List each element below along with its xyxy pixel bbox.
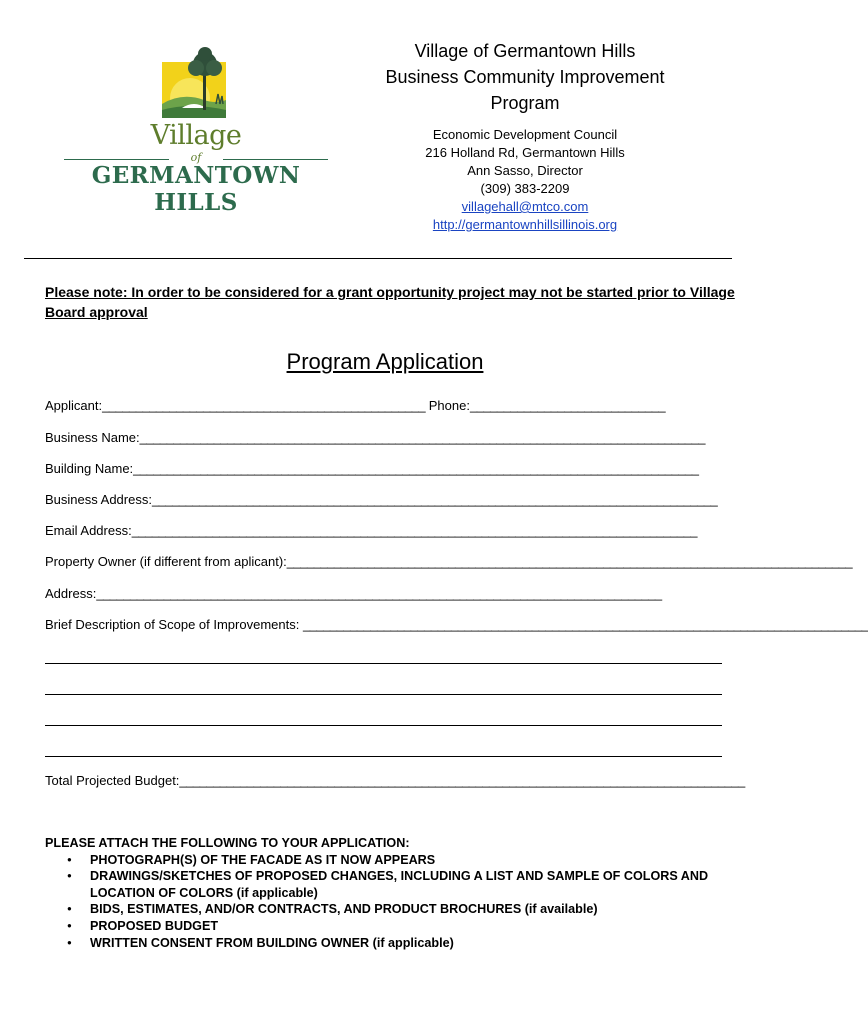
attachments-section — [45, 835, 720, 951]
list-item: ● DRAWINGS/SKETCHES OF PROPOSED CHANGES, INCLUDING A LIST AND SAMPLE OF COLORS AND LOCATION OF COLORS (if applicable) — [90, 868, 720, 901]
program-title-line-3: Program — [490, 93, 560, 113]
email-address-label: Email Address: — [45, 523, 132, 538]
business-name-field[interactable]: Business Name:____________________________________________________________________________________ — [45, 430, 705, 445]
list-item: ● WRITTEN CONSENT FROM BUILDING OWNER (if applicable) — [90, 935, 720, 952]
applicant-blank[interactable]: ________________________________________________ — [102, 398, 426, 413]
village-logo — [56, 48, 336, 216]
applicant-field[interactable] — [45, 398, 665, 414]
business-name-label: Business Name: — [45, 430, 140, 445]
budget-field[interactable]: Total Projected Budget:____________________________________________________________________________________ — [45, 773, 745, 788]
contact-organization: Economic Development Council — [432, 127, 618, 142]
contact-address: 216 Holland Rd, Germantown Hills — [425, 145, 625, 160]
scope-blank-line-3[interactable] — [45, 725, 722, 726]
property-owner-label: Property Owner (if different from aplicant): — [45, 554, 287, 569]
contact-info — [330, 126, 720, 234]
business-address-field[interactable]: Business Address:____________________________________________________________________________________ — [45, 492, 718, 507]
contact-director: Ann Sasso, Director — [467, 163, 583, 178]
list-item: ● BIDS, ESTIMATES, AND/OR CONTRACTS, AND PRODUCT BROCHURES (if available) — [90, 901, 720, 918]
program-title-line-2: Business Community Improvement — [385, 67, 665, 87]
property-owner-field[interactable]: Property Owner (if different from aplicant):____________________________________________________________________________________ — [45, 554, 853, 569]
scope-blank-line-1[interactable] — [45, 663, 722, 664]
logo-divider-right — [223, 159, 328, 160]
list-item: ● PHOTOGRAPH(S) OF THE FACADE AS IT NOW APPEARS — [90, 852, 720, 869]
logo-of-text: of — [190, 151, 202, 164]
attachments-list — [45, 852, 720, 952]
address-label: Address: — [45, 586, 97, 601]
budget-label: Total Projected Budget: — [45, 773, 180, 788]
tree-landscape-icon — [160, 48, 230, 120]
scope-field[interactable]: Brief Description of Scope of Improvements: ____________________________________________________________________________________ — [45, 617, 868, 632]
applicant-label: Applicant: — [45, 398, 103, 413]
building-name-label: Building Name: — [45, 461, 134, 476]
list-item: ● PROPOSED BUDGET — [90, 918, 720, 935]
logo-village-text: Village — [150, 120, 242, 151]
approval-note: Please note: In order to be considered for a grant opportunity project may not be started prior to Village Board approval — [45, 284, 735, 320]
contact-phone: (309) 383-2209 — [480, 181, 570, 196]
phone-blank[interactable]: _____________________________ — [469, 398, 666, 413]
business-address-label: Business Address: — [45, 492, 152, 507]
phone-label: Phone: — [428, 398, 470, 413]
program-title-line-1: Village of Germantown Hills — [414, 41, 636, 61]
website-link[interactable]: http://germantownhillsillinois.org — [432, 217, 618, 232]
building-name-field[interactable]: Building Name:____________________________________________________________________________________ — [45, 461, 699, 476]
email-link[interactable]: villagehall@mtco.com — [461, 199, 589, 214]
letterhead — [330, 38, 720, 234]
form-title: Program Application — [286, 349, 484, 374]
scope-blank-line-4[interactable] — [45, 756, 722, 757]
address-field[interactable]: Address:____________________________________________________________________________________ — [45, 586, 662, 601]
attachments-heading: PLEASE ATTACH THE FOLLOWING TO YOUR APPLICATION: — [45, 836, 410, 850]
logo-germantown-hills-text: GERMANTOWN HILLS — [91, 162, 301, 216]
header-divider — [24, 258, 732, 259]
scope-label: Brief Description of Scope of Improvements: — [45, 617, 300, 632]
scope-blank-line-2[interactable] — [45, 694, 722, 695]
email-address-field[interactable]: Email Address:____________________________________________________________________________________ — [45, 523, 698, 538]
